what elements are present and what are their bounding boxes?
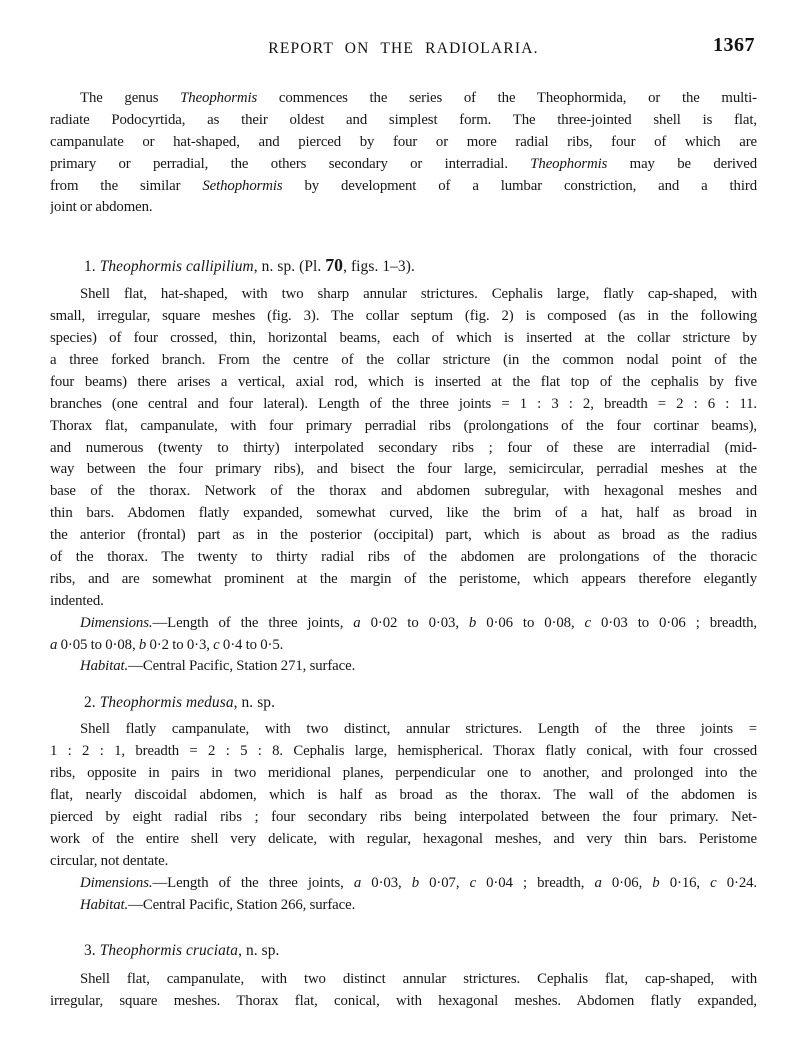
text-line: [50, 991, 757, 1013]
italic-text: Dimensions.: [80, 874, 153, 891]
text-run: —Length of the three joints,: [152, 614, 354, 631]
text-line: [50, 481, 757, 503]
text-run: , figs. 1–3).: [343, 258, 415, 276]
text-line: [50, 197, 757, 219]
page-body: [50, 88, 757, 1013]
text-run: the anterior (frontal) part as in the posterior (occipital) part, which is about as broad as the radius: [50, 527, 757, 544]
italic-text: a: [353, 614, 361, 631]
text-run: 0·03,: [361, 874, 412, 891]
text-line: [50, 416, 757, 438]
text-run: Shell flat, campanulate, with two distinct annular strictures. Cephalis flat, cap-shaped, with: [80, 971, 757, 988]
text-run: , n. sp. (Pl.: [253, 258, 326, 276]
species-3-heading: [50, 939, 757, 963]
text-run: primary or perradial, the others secondary or interradial.: [50, 155, 531, 172]
text-run: , n. sp.: [233, 694, 276, 712]
text-run: irregular, square meshes. Thorax flat, conical, with hexagonal meshes. Abdomen flatly expanded,: [50, 993, 757, 1010]
text-run: joint or abdomen.: [50, 199, 153, 216]
text-run: 0·16,: [659, 874, 711, 891]
text-run: 2.: [84, 694, 100, 712]
text-run: —Central Pacific, Station 271, surface.: [128, 658, 356, 675]
text-run: 0·04 ; breadth,: [476, 874, 595, 891]
text-line: [50, 591, 757, 613]
text-run: base of the thorax. Network of the thorax and abdomen subregular, with hexagonal meshes and: [50, 483, 757, 500]
text-run: four beams) there arises a vertical, axial rod, which is inserted at the flat top of the cephalis by five: [50, 373, 757, 390]
species-2-description: [50, 719, 757, 872]
text-run: —Length of the three joints,: [152, 874, 354, 891]
text-run: and numerous (twenty to thirty) interpolated secondary ribs ; four of these are interradial (mid-: [50, 439, 757, 456]
species-2-heading: [50, 691, 757, 715]
italic-text: c: [213, 636, 220, 653]
text-line: [50, 719, 757, 741]
text-line: [50, 438, 757, 460]
text-line: [50, 785, 757, 807]
italic-text: a: [594, 874, 602, 891]
text-line: [50, 613, 757, 635]
text-line: [50, 306, 757, 328]
italic-text: Habitat.: [80, 658, 129, 675]
text-run: 0·06,: [601, 874, 653, 891]
text-line: [50, 154, 757, 176]
italic-text: Theophormis cruciata: [99, 942, 239, 960]
bold-text: 70: [325, 255, 344, 276]
italic-text: Theophormis: [530, 155, 608, 172]
italic-text: b: [468, 614, 477, 631]
text-line: [50, 807, 757, 829]
text-run: Shell flat, hat-shaped, with two sharp annular strictures. Cephalis large, flatly cap-shaped, with: [80, 286, 757, 303]
text-line: [50, 328, 757, 350]
text-line: [50, 741, 757, 763]
page-number: 1367: [713, 34, 755, 56]
italic-text: Dimensions.: [80, 614, 153, 631]
italic-text: b: [411, 874, 420, 891]
text-run: 0·2 to 0·3,: [146, 636, 214, 653]
text-line: [50, 176, 757, 198]
text-run: 1.: [84, 258, 100, 276]
text-line: [50, 525, 757, 547]
text-run: , n. sp.: [238, 942, 280, 960]
running-head-title: REPORT ON THE RADIOLARIA.: [268, 40, 539, 57]
text-run: 0·06 to 0·08,: [476, 614, 585, 631]
italic-text: Theophormis callipilium: [99, 258, 254, 276]
text-run: from the similar: [50, 177, 203, 194]
text-run: a three forked branch. From the centre of the collar stricture (in the common nodal point of the: [50, 352, 757, 369]
text-run: campanulate or hat-shaped, and pierced by four or more radial ribs, four of which are: [50, 133, 757, 150]
text-run: ribs, and are somewhat prominent at the margin of the peristome, which appears therefore elegantly: [50, 570, 757, 587]
italic-text: Sethophormis: [202, 177, 283, 194]
species-2-habitat: [50, 895, 757, 917]
page-header: [50, 34, 757, 60]
text-run: pierced by eight radial ribs ; four secondary ribs being interpolated between the four primary. Net-: [50, 808, 757, 825]
text-run: ribs, opposite in pairs in two meridional planes, perpendicular one to another, and prolonged into the: [50, 765, 757, 782]
text-run: flat, nearly discoidal abdomen, which is half as broad as the thorax. The wall of the abdomen is: [50, 787, 757, 804]
italic-text: c: [710, 874, 717, 891]
text-run: thin bars. Abdomen flatly expanded, somewhat curved, like the brim of a hat, half as broad in: [50, 505, 757, 522]
intro-paragraph: [50, 88, 757, 219]
text-line: [50, 88, 757, 110]
text-run: way between the four primary ribs), and bisect the four large, semicircular, perradial meshes at the: [50, 461, 757, 478]
text-run: Thorax flat, campanulate, with four primary perradial ribs (prolongations of the four cortinar beams),: [50, 417, 757, 434]
italic-text: b: [138, 636, 147, 653]
text-line: [50, 829, 757, 851]
text-line: [50, 110, 757, 132]
italic-text: Habitat.: [80, 896, 129, 913]
species-1-heading: [50, 253, 757, 277]
text-run: 0·24.: [716, 874, 757, 891]
species-1-dimensions: [50, 613, 757, 657]
text-run: radiate Podocyrtida, as their oldest and simplest form. The three-jointed shell is flat,: [50, 111, 757, 128]
text-line: [50, 547, 757, 569]
text-run: work of the entire shell very delicate, with regular, hexagonal meshes, and very thin bars. Peristome: [50, 830, 757, 847]
text-line: [50, 895, 757, 917]
text-run: circular, not dentate.: [50, 852, 169, 869]
text-run: small, irregular, square meshes (fig. 3). The collar septum (fig. 2) is composed (as in the following: [50, 308, 757, 325]
text-line: [50, 372, 757, 394]
text-line: [50, 969, 757, 991]
text-line: [50, 132, 757, 154]
species-1-description: [50, 284, 757, 612]
text-run: 0·07,: [419, 874, 470, 891]
species-3-description: [50, 969, 757, 1013]
text-line: [50, 350, 757, 372]
text-run: species) of four crossed, thin, horizontal beams, each of which is inserted at the collar stricture by: [50, 330, 757, 347]
text-line: [50, 763, 757, 785]
text-run: Shell flatly campanulate, with two distinct, annular strictures. Length of the three joints =: [80, 721, 757, 738]
text-line: [50, 284, 757, 306]
italic-text: b: [652, 874, 660, 891]
text-line: [50, 851, 757, 873]
species-1-habitat: [50, 656, 757, 678]
text-run: 0·4 to 0·5.: [219, 636, 284, 653]
text-run: 0·05 to 0·08,: [57, 636, 139, 653]
text-line: [50, 873, 757, 895]
text-line: [50, 394, 757, 416]
italic-text: Theophormis medusa: [99, 694, 234, 712]
italic-text: a: [353, 874, 362, 891]
text-line: [50, 569, 757, 591]
text-line: [50, 635, 757, 657]
text-run: 1 : 2 : 1, breadth = 2 : 5 : 8. Cephalis large, hemispherical. Thorax flatly conical, with four crossed: [50, 743, 757, 760]
text-run: 3.: [84, 942, 100, 960]
italic-text: Theophormis: [180, 90, 258, 106]
italic-text: a: [50, 636, 58, 653]
text-line: [50, 459, 757, 481]
italic-text: c: [584, 614, 592, 631]
text-run: The genus: [80, 90, 181, 106]
text-line: [50, 656, 757, 678]
text-line: [50, 503, 757, 525]
italic-text: c: [469, 874, 477, 891]
species-2-dimensions: [50, 873, 757, 895]
text-run: commences the series of the Theophormida, or the multi-: [257, 90, 757, 106]
text-run: —Central Pacific, Station 266, surface.: [128, 896, 356, 913]
text-run: 0·02 to 0·03,: [360, 614, 469, 631]
text-run: branches (one central and four lateral). Length of the three joints = 1 : 3 : 2, breadth = 2 : 6 : 11.: [50, 395, 757, 412]
text-run: may be derived: [607, 155, 757, 172]
text-run: indented.: [50, 592, 104, 609]
text-run: 0·03 to 0·06 ; breadth,: [591, 614, 757, 631]
text-run: by development of a lumbar constriction, and a third: [282, 177, 757, 194]
text-run: of the thorax. The twenty to thirty radial ribs of the abdomen are prolongations of the thoracic: [50, 549, 757, 566]
